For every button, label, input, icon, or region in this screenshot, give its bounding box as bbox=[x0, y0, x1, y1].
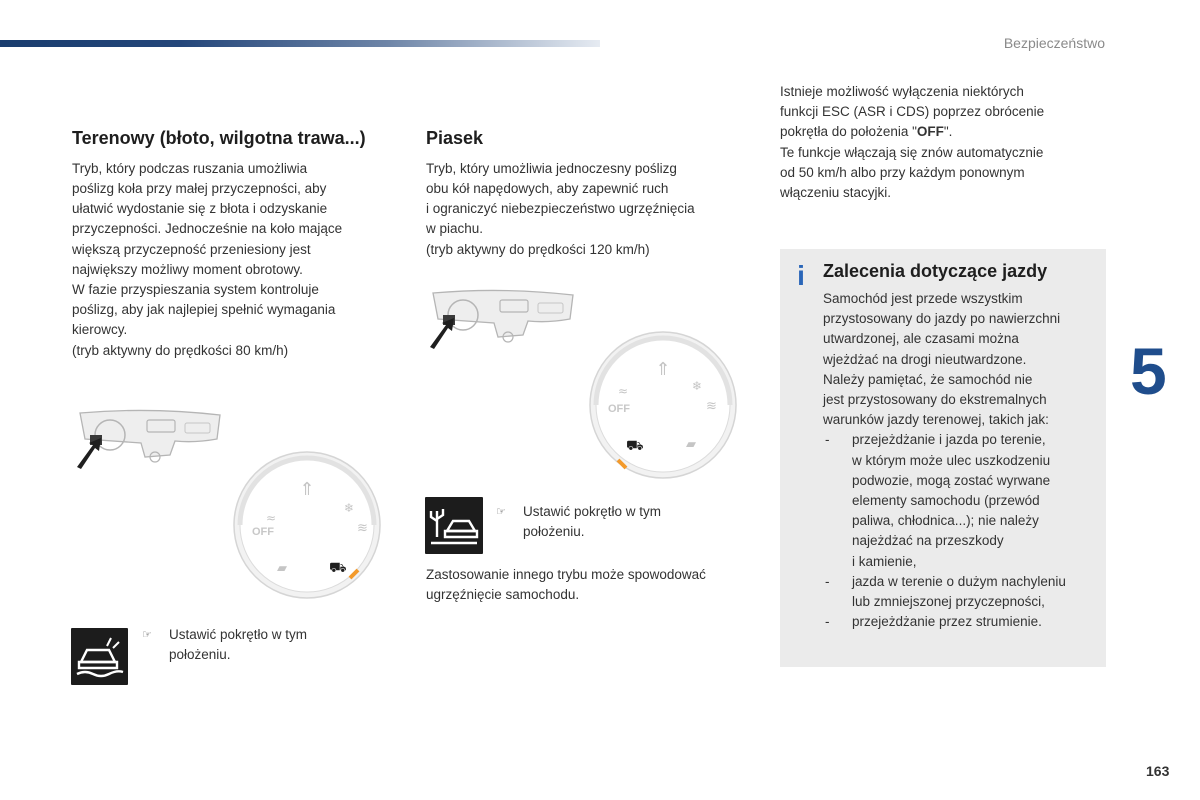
mud-mode-icon bbox=[71, 628, 128, 685]
svg-text:❄: ❄ bbox=[344, 501, 355, 515]
mud-mode-body: Tryb, który podczas ruszania umożliwia poślizg koła przy małej przyczepności, aby ułatwić wydostanie się z błota i odzyskanie przyczepności. Jednocześnie na koło mające większą przyczepność przeniesiony jest największy możliwy moment obrotowy. W fazie przyspieszania system kontroluje poślizg, aby jak najlepiej spełnić wymagania kierowcy. (tryb aktywny do prędkości 80 km/h) bbox=[72, 160, 343, 358]
svg-text:⇑: ⇑ bbox=[655, 359, 671, 380]
pointer-hand-icon-2: ☞ bbox=[496, 506, 506, 518]
mode-dial-sand bbox=[588, 330, 738, 480]
page-number: 163 bbox=[1146, 763, 1170, 779]
mud-mode-instruction: ☞ Ustawić pokrętło w tym położeniu. bbox=[142, 627, 308, 663]
list-item: - przejeżdżanie przez strumienie. bbox=[825, 614, 1042, 630]
pointer-hand-icon: ☞ bbox=[142, 629, 152, 641]
mud-mode-title: Terenowy (błoto, wilgotna trawa...) bbox=[72, 128, 366, 148]
svg-text:OFF: OFF bbox=[608, 403, 630, 415]
esc-off-section bbox=[780, 82, 1100, 203]
advice-list bbox=[823, 430, 1101, 632]
chapter-number: 5 bbox=[1130, 334, 1167, 408]
driving-advice-title: Zalecenia dotyczące jazdy bbox=[823, 261, 1048, 281]
mud-mode-section bbox=[72, 128, 382, 361]
dashboard-illustration bbox=[75, 405, 225, 470]
svg-text:≈: ≈ bbox=[266, 511, 277, 525]
sand-mode-instruction: ☞ Ustawić pokrętło w tym położeniu. bbox=[496, 504, 662, 540]
mode-dial-mud bbox=[232, 450, 382, 600]
pointer-arrow-icon bbox=[77, 438, 101, 469]
driving-advice-body: Samochód jest przede wszystkim przystosowany do jazdy po nawierzchni utwardzonej, ale czasami można wjeżdżać na drogi nieutwardzone. Należy pamiętać, że samochód nie jest przystosowany do ekstremalnych warunków jazdy terenowej, takich jak: - przejeżdżanie i jazda po terenie, w którym może ulec uszkodzeniu podwozie, mogą zostać wyrwane elementy samochodu (przewód paliwa, chłodnica...); nie należy najeżdżać na przeszkody i kamienie, - jazda w terenie o dużym nachyleniu lub zmniejszonej przyczepności, - przejeżdżanie przez strumienie. bbox=[823, 289, 1101, 632]
svg-text:≈: ≈ bbox=[618, 384, 629, 398]
svg-text:⇑: ⇑ bbox=[299, 479, 315, 500]
svg-text:≋: ≋ bbox=[357, 521, 368, 536]
sand-mode-body: Tryb, który umożliwia jednoczesny poślizg obu kół napędowych, aby zapewnić ruch i ograniczyć niebezpieczeństwo ugrzęźnięcia w piachu. (tryb aktywny do prędkości 120 km/h) bbox=[426, 160, 695, 257]
svg-text:≋: ≋ bbox=[706, 399, 717, 414]
sand-mode-title: Piasek bbox=[426, 128, 484, 148]
svg-text:▰: ▰ bbox=[686, 437, 696, 452]
dashboard-illustration-2 bbox=[428, 285, 578, 350]
info-icon: i bbox=[797, 260, 805, 291]
list-item: - jazda w terenie o dużym nachyleniu lub zmniejszonej przyczepności, bbox=[825, 573, 1066, 610]
svg-text:⛟: ⛟ bbox=[626, 438, 644, 454]
sand-mode-section bbox=[426, 128, 746, 260]
pointer-arrow-icon-2 bbox=[430, 318, 454, 349]
sand-mode-icon bbox=[425, 497, 483, 554]
svg-text:OFF: OFF bbox=[252, 526, 274, 538]
header-bar bbox=[0, 40, 600, 47]
esc-off-text: Istnieje możliwość wyłączenia niektórych funkcji ESC (ASR i CDS) poprzez obrócenie pokrętła do położenia "OFF". Te funkcje włączają się znów automatycznie od 50 km/h albo przy każdym ponownym włączeniu stacyjki. bbox=[780, 84, 1045, 201]
sand-mode-warning: Zastosowanie innego trybu może spowodować ugrzęźnięcie samochodu. bbox=[426, 567, 706, 603]
section-title: Bezpieczeństwo bbox=[1003, 35, 1105, 51]
driving-advice-box bbox=[780, 249, 1106, 667]
svg-text:❄: ❄ bbox=[692, 379, 703, 393]
svg-text:▰: ▰ bbox=[277, 561, 287, 576]
svg-text:⛟: ⛟ bbox=[329, 560, 347, 576]
list-item: - przejeżdżanie i jazda po terenie, w którym może ulec uszkodzeniu podwozie, mogą zostać wyrwane elementy samochodu (przewód paliwa, chłodnica...); nie należy najeżdżać na przeszkody i kamienie, bbox=[825, 432, 1051, 569]
